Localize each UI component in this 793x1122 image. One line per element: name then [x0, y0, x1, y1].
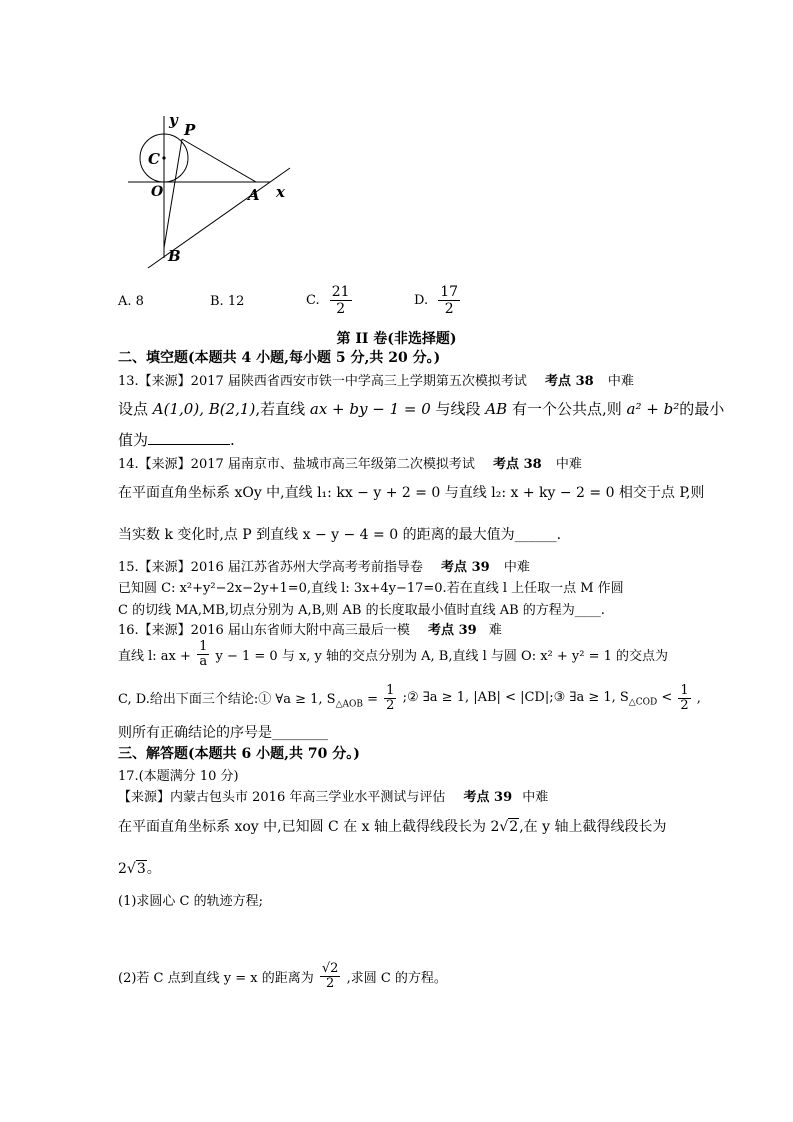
q17-line2-b: 。 — [146, 861, 161, 877]
q17-line1: 在平面直角坐标系 xoy 中,已知圆 C 在 x 轴上截得线段长为 2√2,在 y 轴上截得线段长为 — [118, 819, 667, 835]
q13-text-e: 与线段 — [435, 400, 481, 418]
option-d-den: 2 — [444, 301, 454, 317]
q17-line2-sqrt: 3 — [136, 861, 146, 877]
q16-source-line — [118, 619, 502, 638]
q13-blank — [148, 432, 230, 445]
q16-frac1-den: 2 — [386, 698, 395, 713]
q14-line1: 在平面直角坐标系 xOy 中,直线 l₁: kx − y + 2 = 0 与直线 l₂: x + ky − 2 = 0 相交于点 P,则 — [118, 485, 705, 501]
q16-frac-den: a — [199, 654, 208, 669]
q16-line2-d: < — [657, 689, 673, 705]
option-d-prefix: D. — [414, 293, 429, 308]
q13-expr: a² + b² — [626, 400, 680, 418]
q13-source: 13.【来源】2017 届陕西省西安市铁一中学高三上学期第五次模拟考试 — [118, 374, 527, 389]
q15-line2: C 的切线 MA,MB,切点分别为 A,B,则 AB 的长度取最小值时直线 AB 的方程为____. — [118, 603, 605, 618]
q14-difficulty: 中难 — [555, 457, 582, 472]
q14-line2: 当实数 k 变化时,点 P 到直线 x − y − 4 = 0 的距离的最大值为______. — [118, 527, 562, 543]
q14-source: 14.【来源】2017 届南京市、盐城市高三年级第二次模拟考试 — [118, 457, 475, 472]
q13-line1 — [118, 398, 724, 419]
q16-frac1-num: 1 — [386, 683, 395, 698]
q13-source-line — [118, 370, 634, 389]
q13-line-eq: ax + by − 1 = 0 — [309, 400, 431, 418]
q16-frac2-den: 2 — [680, 698, 689, 713]
label-o: O — [151, 184, 164, 200]
option-a: A. 8 — [118, 294, 144, 309]
q16-line2-b: = — [362, 691, 379, 707]
option-d-num: 17 — [440, 284, 459, 300]
segment-pa — [182, 139, 256, 182]
q16-line2-a: C, D.给出下面三个结论:① ∀a ≥ 1, S — [118, 691, 336, 707]
q13-line2-text: 值为 — [118, 431, 149, 449]
q17-header: 17.(本题满分 10 分) — [118, 769, 239, 784]
section2-title: 第 II 卷(非选择题) — [336, 331, 457, 347]
q15-line1: 已知圆 C: x²+y²−2x−2y+1=0,直线 l: 3x+4y−17=0.若在直线 l 上任取一点 M 作圆 — [118, 581, 624, 596]
q13-line2: 值为 . — [118, 431, 235, 449]
q17-part2 — [118, 962, 447, 991]
option-c-prefix: C. — [306, 293, 320, 308]
option-c-den: 2 — [336, 301, 346, 317]
q16-source: 16.【来源】2016 届山东省师大附中高三最后一模 — [118, 623, 410, 638]
label-b: B — [168, 247, 181, 265]
q16-kaodian: 考点 39 — [428, 623, 477, 638]
q16-frac2-num: 1 — [680, 683, 689, 698]
q13-text-c: ,若直线 — [255, 400, 306, 418]
q16-sub1: △AOB — [335, 699, 363, 710]
option-c — [306, 284, 352, 317]
q16-line1-a: 直线 l: ax + — [118, 649, 191, 664]
q16-line1-b: y − 1 = 0 与 x, y 轴的交点分别为 A, B,直线 l 与圆 O: x² + y² = 1 的交点为 — [215, 649, 669, 664]
q17-line1-sqrt: 2 — [509, 819, 519, 835]
center-c-dot — [162, 156, 165, 159]
label-y: y — [169, 111, 178, 129]
segment-pb — [164, 139, 182, 248]
option-d — [414, 284, 460, 317]
q17-part1: (1)求圆心 C 的轨迹方程; — [118, 894, 264, 909]
section2-heading: 二、填空题(本题共 4 小题,每小题 5 分,共 20 分。) — [118, 350, 441, 366]
q13-points: A(1,0), B(2,1) — [152, 400, 256, 418]
q16-line3: 则所有正确结论的序号是________ — [118, 725, 328, 741]
q17-kaodian: 考点 39 — [463, 790, 513, 805]
q15-source: 15.【来源】2016 届江苏省苏州大学高考考前指导卷 — [118, 560, 423, 575]
q16-line2 — [118, 684, 701, 713]
q16-difficulty: 难 — [488, 623, 502, 638]
q13-segment: AB — [485, 400, 508, 418]
q14-source-line — [118, 453, 582, 472]
label-p: P — [184, 121, 196, 139]
option-b: B. 12 — [210, 294, 245, 309]
q14-kaodian: 考点 38 — [493, 457, 542, 472]
q16-sub2: △COD — [628, 697, 658, 708]
label-a: A — [248, 186, 260, 204]
q17-part2-den: 2 — [326, 976, 335, 991]
q13-text-a: 设点 — [118, 400, 149, 418]
q13-difficulty: 中难 — [607, 374, 634, 389]
q17-source: 【来源】内蒙古包头市 2016 年高三学业水平测试与评估 — [118, 790, 446, 805]
q15-difficulty: 中难 — [503, 560, 530, 575]
q13-text-i: 的最小 — [679, 400, 725, 418]
q16-line2-e: , — [696, 691, 701, 706]
q17-line1-b: ,在 y 轴上截得线段长为 — [519, 819, 667, 835]
geometry-figure — [120, 108, 310, 273]
option-c-num: 21 — [331, 284, 350, 300]
q13-text-g: 有一个公共点,则 — [511, 400, 622, 418]
q13-kaodian: 考点 38 — [545, 374, 594, 389]
q17-line2: 2√3。 — [118, 861, 161, 877]
q17-line2-a: 2 — [118, 861, 127, 877]
q17-part2-num: √2 — [321, 961, 339, 976]
label-c: C — [148, 150, 160, 168]
q15-source-line — [118, 556, 530, 575]
q17-source-line — [118, 786, 548, 805]
q17-difficulty: 中难 — [522, 790, 549, 805]
q17-part2-b: ,求圆 C 的方程。 — [346, 971, 447, 986]
q16-frac-num: 1 — [199, 639, 208, 654]
section3-heading: 三、解答题(本题共 6 小题,共 70 分。) — [118, 746, 360, 762]
q17-line1-a: 在平面直角坐标系 xoy 中,已知圆 C 在 x 轴上截得线段长为 2 — [118, 819, 500, 835]
q15-kaodian: 考点 39 — [441, 560, 490, 575]
q16-line2-c: ;② ∃a ≥ 1, |AB| < |CD|;③ ∃a ≥ 1, S — [402, 689, 629, 705]
label-x: x — [276, 183, 285, 201]
q16-line1 — [118, 640, 668, 669]
q17-part2-a: (2)若 C 点到直线 y = x 的距离为 — [118, 971, 314, 986]
